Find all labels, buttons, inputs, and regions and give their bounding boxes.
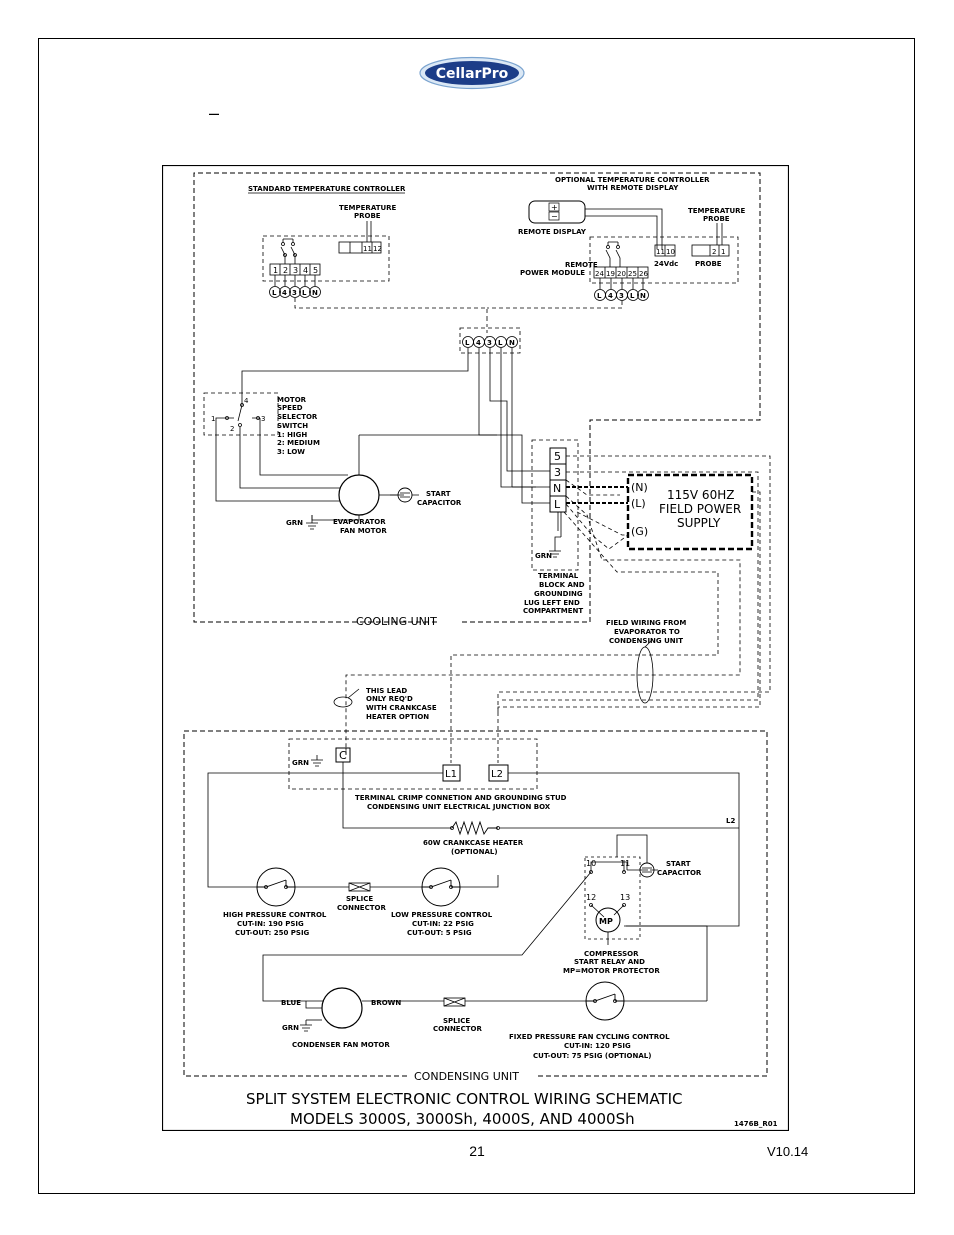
wiring-schematic — [162, 165, 789, 1131]
page-number: 21 — [469, 1143, 485, 1159]
svg-text:HIGH PRESSURE CONTROL: HIGH PRESSURE CONTROL — [223, 911, 327, 919]
svg-text:5: 5 — [554, 450, 561, 463]
svg-text:TEMPERATURE: TEMPERATURE — [339, 204, 397, 212]
svg-text:BROWN: BROWN — [371, 999, 402, 1007]
svg-text:L: L — [465, 339, 470, 347]
svg-text:WITH REMOTE DISPLAY: WITH REMOTE DISPLAY — [587, 184, 679, 192]
title-line-1: SPLIT SYSTEM ELECTRONIC CONTROL WIRING SCHEMATIC — [246, 1090, 683, 1108]
svg-text:3: 3 — [293, 266, 299, 275]
svg-text:11: 11 — [656, 248, 665, 256]
svg-text:20: 20 — [617, 270, 626, 278]
field-wiring-note — [606, 619, 686, 703]
svg-text:CUT-OUT: 5 PSIG: CUT-OUT: 5 PSIG — [407, 929, 472, 937]
svg-text:1: 1 — [273, 266, 279, 275]
svg-text:ONLY REQ'D: ONLY REQ'D — [366, 695, 413, 703]
svg-text:TERMINAL: TERMINAL — [538, 572, 579, 580]
svg-text:10: 10 — [666, 248, 675, 256]
svg-text:FIELD WIRING FROM: FIELD WIRING FROM — [606, 619, 687, 627]
svg-text:3: 3 — [292, 289, 297, 297]
svg-text:1: 1 — [721, 248, 726, 256]
standard-controller — [248, 185, 487, 318]
svg-text:CUT-IN: 120 PSIG: CUT-IN: 120 PSIG — [564, 1042, 631, 1050]
svg-text:3: 3 — [261, 415, 266, 423]
svg-text:L: L — [630, 292, 635, 300]
svg-text:START: START — [426, 490, 451, 498]
svg-text:BLOCK AND: BLOCK AND — [539, 581, 585, 589]
svg-text:2: 2 — [712, 248, 717, 256]
svg-text:4: 4 — [244, 397, 249, 405]
svg-text:PROBE: PROBE — [703, 215, 730, 223]
svg-text:24Vdc: 24Vdc — [654, 260, 679, 268]
svg-text:PROBE: PROBE — [354, 212, 381, 220]
svg-text:TEMPERATURE: TEMPERATURE — [688, 207, 746, 215]
svg-text:L2: L2 — [491, 769, 503, 780]
svg-text:SELECTOR: SELECTOR — [277, 413, 318, 421]
svg-text:(OPTIONAL): (OPTIONAL) — [451, 848, 498, 856]
crankcase-note — [334, 687, 437, 721]
svg-text:CUT-OUT: 75 PSIG (OPTIONAL): CUT-OUT: 75 PSIG (OPTIONAL) — [533, 1052, 652, 1060]
svg-text:GRN: GRN — [292, 759, 309, 767]
svg-text:SPEED: SPEED — [277, 404, 303, 412]
svg-text:60W CRANKCASE HEATER: 60W CRANKCASE HEATER — [423, 839, 524, 847]
schematic-title — [246, 1090, 778, 1128]
svg-text:COMPARTMENT: COMPARTMENT — [523, 607, 584, 615]
high-pressure-control — [223, 868, 349, 937]
motor-speed-switch — [204, 393, 348, 501]
svg-text:26: 26 — [639, 270, 648, 278]
svg-text:WITH CRANKCASE: WITH CRANKCASE — [366, 704, 437, 712]
svg-text:GRN: GRN — [282, 1024, 299, 1032]
svg-text:3: 3 — [554, 466, 561, 479]
condenser-fan-motor — [281, 988, 444, 1049]
svg-text:(N): (N) — [631, 481, 648, 494]
svg-text:EVAPORATOR: EVAPORATOR — [333, 518, 386, 526]
svg-text:1: 1 — [211, 415, 216, 423]
svg-text:N: N — [312, 289, 318, 297]
svg-text:N: N — [640, 292, 646, 300]
svg-text:BLUE: BLUE — [281, 999, 302, 1007]
svg-text:GRN: GRN — [286, 519, 303, 527]
svg-text:CONNECTOR: CONNECTOR — [433, 1025, 482, 1033]
svg-text:19: 19 — [606, 270, 615, 278]
svg-text:2: 2 — [283, 266, 289, 275]
svg-text:MOTOR: MOTOR — [277, 396, 307, 404]
svg-text:OPTIONAL TEMPERATURE CONTROLLE: OPTIONAL TEMPERATURE CONTROLLER — [555, 176, 710, 184]
std-controller-title: STANDARD TEMPERATURE CONTROLLER — [248, 185, 406, 193]
svg-text:CONNECTOR: CONNECTOR — [337, 904, 386, 912]
cellarpro-logo — [418, 56, 526, 90]
svg-text:3: 3 — [619, 292, 624, 300]
low-pressure-control — [391, 868, 498, 937]
svg-text:+: + — [551, 203, 558, 212]
svg-text:2: MEDIUM: 2: MEDIUM — [277, 439, 320, 447]
svg-text:HEATER OPTION: HEATER OPTION — [366, 713, 430, 721]
junction-box — [208, 739, 739, 926]
svg-text:FIELD POWER: FIELD POWER — [659, 502, 742, 516]
condensing-unit-label: CONDENSING UNIT — [414, 1070, 519, 1083]
splice-connector-1 — [337, 883, 422, 912]
svg-text:L: L — [554, 498, 561, 511]
fan-cycling-control — [509, 982, 707, 1060]
svg-text:25: 25 — [628, 270, 637, 278]
svg-text:REMOTE: REMOTE — [565, 261, 598, 269]
svg-text:PROBE: PROBE — [695, 260, 722, 268]
svg-text:L: L — [302, 289, 307, 297]
svg-text:N: N — [553, 482, 562, 495]
svg-text:FAN MOTOR: FAN MOTOR — [340, 527, 387, 535]
svg-text:TERMINAL CRIMP CONNETION AND G: TERMINAL CRIMP CONNETION AND GROUNDING STUD — [355, 794, 567, 802]
svg-text:(L): (L) — [631, 497, 646, 510]
svg-text:CUT-OUT: 250 PSIG: CUT-OUT: 250 PSIG — [235, 929, 310, 937]
svg-text:LOW PRESSURE CONTROL: LOW PRESSURE CONTROL — [391, 911, 493, 919]
evaporator-fan-motor — [286, 435, 497, 535]
logo-text: CellarPro — [435, 66, 509, 82]
svg-text:SWITCH: SWITCH — [277, 422, 309, 430]
svg-text:5: 5 — [313, 266, 319, 275]
svg-text:1: HIGH: 1: HIGH — [277, 431, 308, 439]
svg-text:N: N — [509, 339, 515, 347]
svg-text:CAPACITOR: CAPACITOR — [417, 499, 462, 507]
svg-text:L: L — [498, 339, 503, 347]
svg-text:CUT-IN: 22 PSIG: CUT-IN: 22 PSIG — [412, 920, 474, 928]
svg-text:SPLICE: SPLICE — [346, 895, 374, 903]
svg-text:−: − — [551, 212, 558, 221]
svg-text:CAPACITOR: CAPACITOR — [657, 869, 702, 877]
header-dash: – — [209, 103, 220, 123]
svg-text:CONDENSER FAN MOTOR: CONDENSER FAN MOTOR — [292, 1041, 390, 1049]
svg-text:4: 4 — [476, 339, 481, 347]
svg-text:SUPPLY: SUPPLY — [677, 516, 721, 530]
title-line-2: MODELS 3000S, 3000Sh, 4000S, AND 4000Sh — [290, 1110, 635, 1128]
svg-text:EVAPORATOR TO: EVAPORATOR TO — [614, 628, 680, 636]
svg-text:MP=MOTOR PROTECTOR: MP=MOTOR PROTECTOR — [563, 967, 660, 975]
svg-text:L2: L2 — [726, 817, 736, 825]
svg-text:COMPRESSOR: COMPRESSOR — [584, 950, 639, 958]
svg-text:START RELAY AND: START RELAY AND — [574, 958, 645, 966]
svg-text:4: 4 — [282, 289, 287, 297]
drawing-number: 1476B_R01 — [734, 1120, 778, 1128]
svg-text:POWER MODULE: POWER MODULE — [520, 269, 586, 277]
svg-text:L: L — [272, 289, 277, 297]
version-label: V10.14 — [767, 1144, 809, 1159]
svg-text:START: START — [666, 860, 691, 868]
svg-text:MP: MP — [599, 917, 613, 926]
svg-text:3: 3 — [487, 339, 492, 347]
svg-text:4: 4 — [303, 266, 309, 275]
svg-text:THIS LEAD: THIS LEAD — [366, 687, 408, 695]
svg-text:L: L — [597, 292, 602, 300]
svg-text:11: 11 — [363, 245, 372, 253]
svg-text:10: 10 — [586, 859, 597, 868]
terminal-block — [512, 440, 585, 615]
svg-text:FIXED PRESSURE FAN CYCLING CON: FIXED PRESSURE FAN CYCLING CONTROL — [509, 1033, 670, 1041]
svg-text:L1: L1 — [445, 769, 457, 780]
crankcase-heater — [423, 817, 739, 856]
svg-text:SPLICE: SPLICE — [443, 1017, 471, 1025]
svg-text:LUG LEFT END: LUG LEFT END — [524, 599, 580, 607]
svg-text:12: 12 — [586, 893, 597, 902]
svg-text:115V 60HZ: 115V 60HZ — [667, 488, 735, 502]
svg-text:3: LOW: 3: LOW — [277, 448, 305, 456]
svg-text:REMOTE DISPLAY: REMOTE DISPLAY — [518, 228, 586, 236]
svg-text:12: 12 — [373, 245, 382, 253]
svg-text:CUT-IN: 190 PSIG: CUT-IN: 190 PSIG — [237, 920, 304, 928]
svg-text:13: 13 — [620, 893, 631, 902]
optional-controller — [487, 176, 746, 308]
svg-text:GRN: GRN — [535, 552, 552, 560]
svg-text:C: C — [339, 749, 347, 762]
svg-text:11: 11 — [620, 859, 631, 868]
cooling-unit-label: COOLING UNIT — [356, 615, 437, 628]
svg-text:CONDENSING UNIT: CONDENSING UNIT — [609, 637, 684, 645]
splice-connector-2 — [433, 998, 586, 1033]
svg-text:4: 4 — [608, 292, 613, 300]
svg-text:(G): (G) — [631, 525, 649, 538]
svg-text:CONDENSING UNIT ELECTRICAL JUN: CONDENSING UNIT ELECTRICAL JUNCTION BOX — [367, 803, 551, 811]
svg-text:2: 2 — [230, 425, 235, 433]
svg-text:GROUNDING: GROUNDING — [534, 590, 583, 598]
svg-text:24: 24 — [595, 270, 604, 278]
